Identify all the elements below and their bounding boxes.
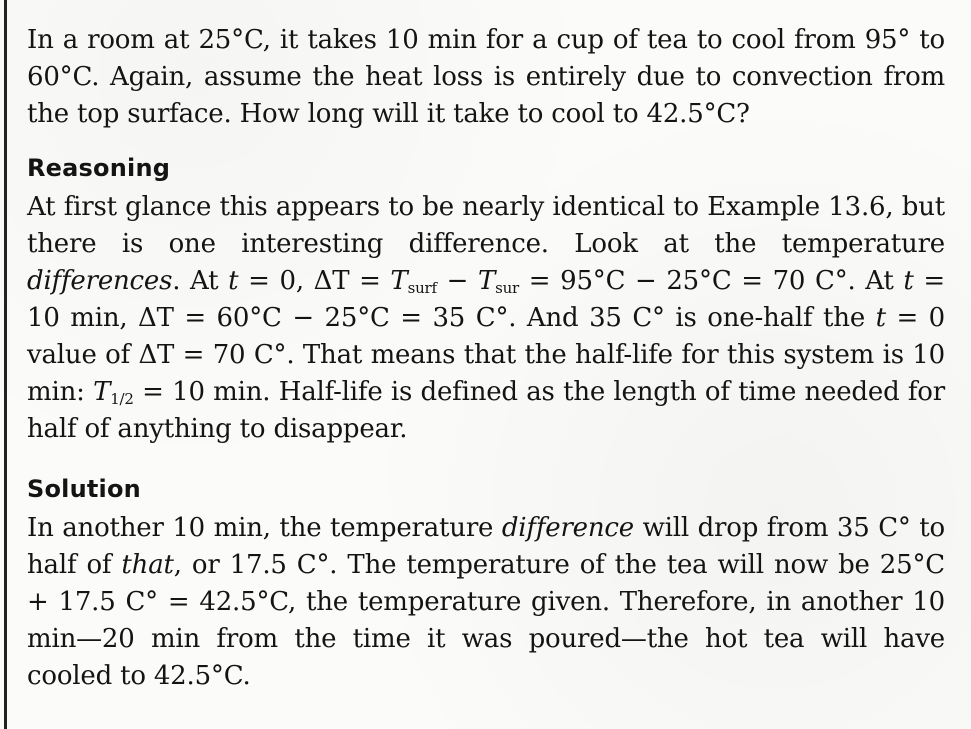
reasoning-text-run: T	[93, 377, 111, 407]
reasoning-text-run: = 10 min. Half-life is defined as the length of time needed for half of anything to disappear.	[27, 377, 945, 444]
reasoning-text-run: differences	[27, 266, 173, 296]
solution-text-run: , or 17.5 C°. The temperature of the tea will now be 25°C + 17.5 C° = 42.5°C, the temperature given. Therefore, in another 10 min—20 min from the time it was poured—the hot tea will have cooled to 42.5°C.	[27, 550, 945, 691]
reasoning-text-run: t	[875, 303, 886, 333]
solution-text-run: that	[121, 550, 174, 580]
reasoning-text-run: T	[390, 266, 408, 296]
reasoning-text-run: −	[436, 266, 478, 296]
solution-text-run: difference	[501, 513, 634, 543]
reasoning-text-run: t	[228, 266, 239, 296]
reasoning-text-run: At first glance this appears to be nearly identical to Example 13.6, but there is one interesting difference. Look at the temperature	[27, 192, 945, 259]
reasoning-text-run: surf	[407, 279, 437, 297]
reasoning-text-run: = 95°C − 25°C = 70 C°. At	[519, 266, 904, 296]
reasoning-text-run: = 0, ΔT =	[238, 266, 391, 296]
solution-text-run: In another 10 min, the temperature	[27, 513, 502, 543]
solution-text-run: will drop from 35 C° to half of	[27, 513, 945, 580]
reasoning-text-run: = 0 value of ΔT = 70 C°. That means that the half-life for this system is 10 min:	[27, 303, 945, 407]
reasoning-text-run: . At	[172, 266, 229, 296]
reasoning-paragraph	[27, 189, 945, 448]
reasoning-heading: Reasoning	[27, 154, 171, 182]
reasoning-text-run: = 10 min, ΔT = 60°C − 25°C = 35 C°. And 35 C° is one-half the	[27, 266, 945, 333]
solution-paragraph	[27, 510, 945, 695]
problem-statement: In a room at 25°C, it takes 10 min for a cup of tea to cool from 95° to 60°C. Again, assume the heat loss is entirely due to convection from the top surface. How long will it take to cool to 42.5°C?	[27, 25, 945, 129]
reasoning-text-run: T	[477, 266, 496, 296]
reasoning-text-run: 1/2	[110, 390, 134, 408]
solution-heading: Solution	[27, 475, 141, 503]
reasoning-text-run: sur	[495, 279, 520, 297]
page-edge-rule	[4, 0, 7, 729]
reasoning-text-run: t	[903, 266, 914, 296]
